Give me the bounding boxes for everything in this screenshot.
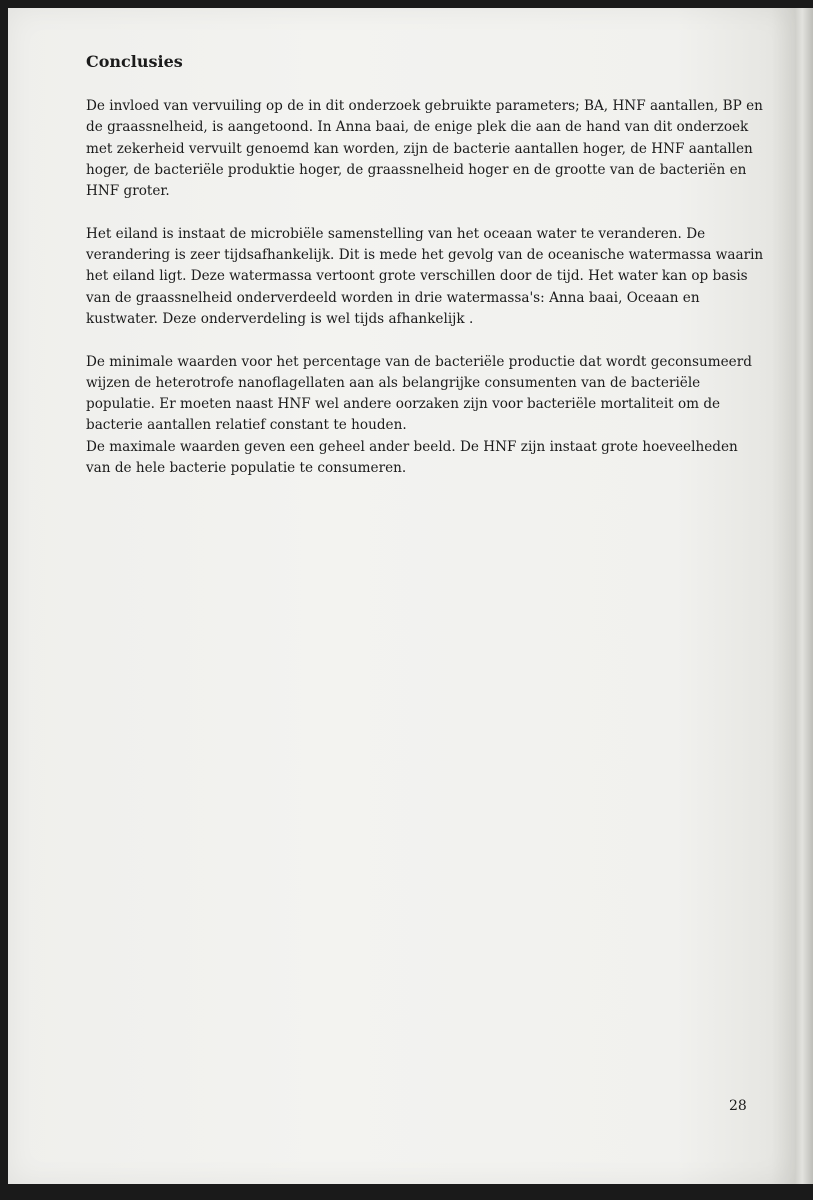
paragraph-minimal-values: De minimale waarden voor het percentage van de bacteriële productie dat wordt geconsumeerd wijzen de heterotrofe nanoflagellaten aan als belangrijke consumenten van de bacteriële populatie. Er moeten naast HNF wel andere oorzaken zijn voor bacteriële mortaliteit om de bacterie aantallen relatief constant te houden. (86, 353, 752, 434)
body-text (86, 96, 766, 479)
page-edge (795, 8, 813, 1184)
paragraph-island: Het eiland is instaat de microbiële samenstelling van het oceaan water te veranderen. De verandering is zeer tijdsafhankelijk. Dit is mede het gevolg van de oceanische watermassa waarin het eiland ligt. Deze watermassa vertoont grote verschillen door de tijd. Het water kan op basis van de graassnelheid onderverdeeld worden in drie watermassa's: Anna baai, Oceaan en kustwater. Deze onderverdeling is wel tijds afhankelijk . (86, 225, 764, 327)
paragraph-pollution: De invloed van vervuiling op de in dit onderzoek gebruikte parameters; BA, HNF aantallen, BP en de graassnelheid, is aangetoond. In Anna baai, de enige plek die aan de hand van dit onderzoek met zekerheid vervuilt genoemd kan worden, zijn de bacterie aantallen hoger, de HNF aantallen hoger, de bacteriële produktie hoger, de graassnelheid hoger en de grootte van de bacteriën en HNF groter. (86, 98, 763, 200)
paragraph-maximal-values: De maximale waarden geven een geheel ander beeld. De HNF zijn instaat grote hoeveelheden van de hele bacterie populatie te consumeren. (86, 438, 738, 477)
page-number: 28 (729, 1098, 747, 1114)
section-heading: Conclusies (86, 52, 183, 71)
